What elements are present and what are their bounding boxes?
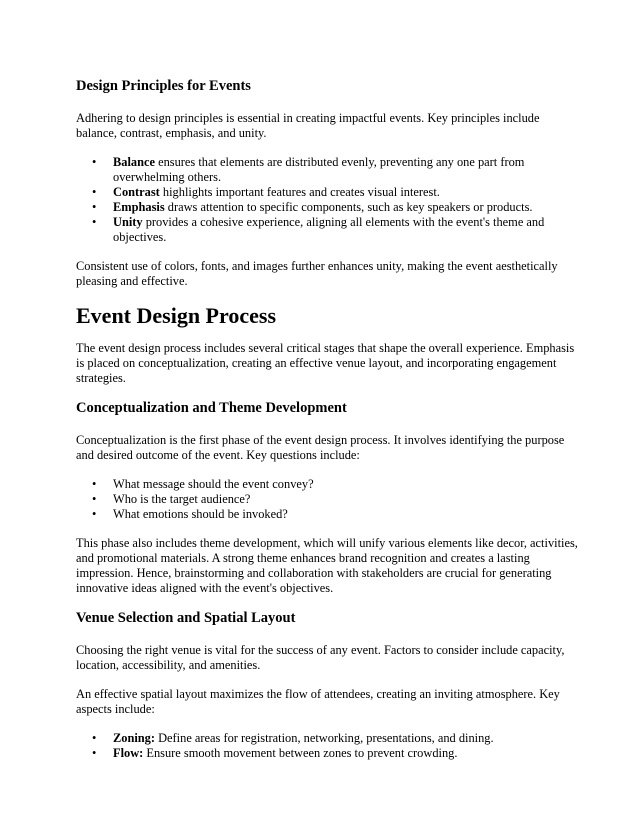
section-heading-design-principles: Design Principles for Events (76, 78, 251, 94)
conceptualization-intro: Conceptualization is the first phase of the event design process. It involves identifying the purpose and desired outcome of the event. Key questions include: (76, 433, 565, 462)
list-item: • What message should the event convey? (113, 477, 578, 492)
list-item-term: Contrast (113, 185, 160, 199)
list-item: • Who is the target audience? (113, 492, 578, 507)
spatial-layout-list (76, 731, 578, 761)
design-principles-intro: Adhering to design principles is essential in creating impactful events. Key principles include balance, contrast, emphasis, and unity. (76, 111, 540, 140)
list-item (113, 746, 578, 761)
section-heading-event-design-process: Event Design Process (76, 303, 277, 328)
list-item-text: Ensure smooth movement between zones to prevent crowding. (143, 746, 458, 760)
list-item-term: Balance (113, 155, 155, 169)
list-item-text: draws attention to specific components, such as key speakers or products. (164, 200, 533, 214)
list-item-text: Define areas for registration, networking, presentations, and dining. (155, 731, 494, 745)
list-item (113, 731, 578, 746)
key-questions-list (76, 477, 578, 522)
list-item (113, 215, 578, 245)
list-item-text: ensures that elements are distributed evenly, preventing any one part from overwhelming others. (113, 155, 525, 184)
list-item (113, 200, 578, 215)
list-item-term: Emphasis (113, 200, 165, 214)
design-principles-list (76, 155, 578, 245)
list-item (113, 185, 578, 200)
event-design-process-intro: The event design process includes several critical stages that shape the overall experience. Emphasis is placed on conceptualization, creating an effective venue layout, and incorporating engagement strategies. (76, 341, 575, 385)
list-item-text: highlights important features and creates visual interest. (159, 185, 440, 199)
list-item-text: provides a cohesive experience, aligning all elements with the event's theme and objectives. (113, 215, 545, 244)
venue-selection-para-1: Choosing the right venue is vital for the success of any event. Factors to consider include capacity, location, accessibility, and amenities. (76, 643, 565, 672)
list-item-term: Unity (113, 215, 143, 229)
section-heading-conceptualization: Conceptualization and Theme Development (76, 400, 347, 416)
list-item: • What emotions should be invoked? (113, 507, 578, 522)
list-item-term: Zoning: (113, 731, 156, 745)
venue-selection-para-2: An effective spatial layout maximizes the flow of attendees, creating an inviting atmosphere. Key aspects include: (76, 687, 560, 716)
list-item-term: Flow: (113, 746, 144, 760)
design-principles-closing: Consistent use of colors, fonts, and images further enhances unity, making the event aesthetically pleasing and effective. (76, 259, 558, 288)
conceptualization-closing: This phase also includes theme development, which will unify various elements like decor, activities, and promotional materials. A strong theme enhances brand recognition and creates a lasting impression. Hence, brainstorming and collaboration with stakeholders are crucial for generating innovative ideas aligned with the event's objectives. (76, 536, 578, 595)
list-item (113, 155, 578, 185)
section-heading-venue-selection: Venue Selection and Spatial Layout (76, 610, 296, 626)
